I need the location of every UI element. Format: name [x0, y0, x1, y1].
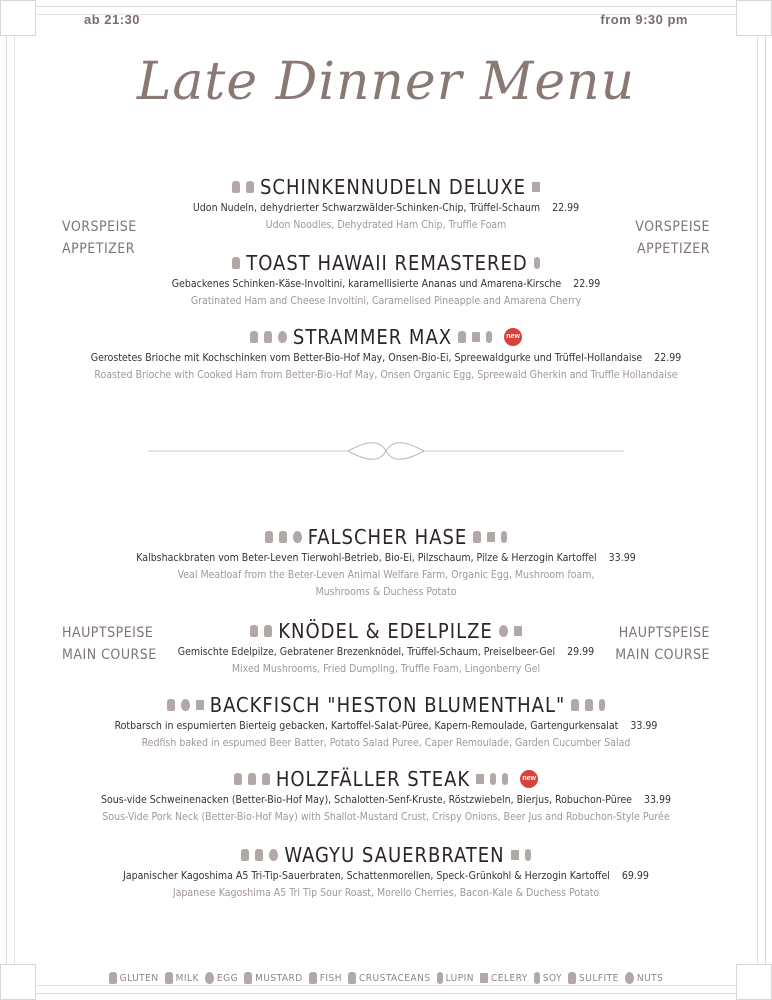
dish-name-row [60, 174, 712, 200]
menu-item-schinkennudeln [60, 174, 712, 234]
corner-ornament [736, 0, 772, 36]
dish-description-en: Gratinated Ham and Cheese Involtini, Caramelised Pineapple and Amarena Cherry [190, 295, 582, 307]
mustard-icon [458, 331, 466, 343]
gluten-icon [234, 773, 242, 785]
section-label-en: MAIN COURSE [62, 647, 157, 663]
menu-title: Late Dinner Menu [136, 52, 636, 112]
menu-item-knoedel [60, 618, 712, 678]
dish-name-row [60, 766, 712, 792]
dish-description-de [60, 718, 712, 735]
menu-item-toast-hawaii [60, 250, 712, 310]
legend-label: SULFITE [579, 972, 619, 984]
gluten-icon [250, 331, 258, 343]
mustard-icon [585, 699, 593, 711]
celery-icon [480, 973, 488, 983]
legend-mustard [244, 972, 303, 984]
inner-frame [14, 14, 758, 986]
dish-description-de-text: Rotbarsch in espumierten Bierteig gebacken, Kartoffel-Salat-Püree, Kapern-Remoulade, Gartengurkensalat [114, 720, 619, 732]
legend-label: MUSTARD [255, 972, 303, 984]
gluten-icon [241, 849, 249, 861]
dish-name-row [60, 692, 712, 718]
dish-name: SCHINKENNUDELN DELUXE [259, 175, 527, 199]
new-badge: new [504, 328, 522, 346]
menu-item-falscher-hase [60, 524, 712, 601]
dish-name-row [60, 618, 712, 644]
allergen-legend [0, 972, 772, 984]
legend-label: CELERY [491, 972, 528, 984]
legend-label: NUTS [636, 972, 664, 984]
dish-description-de [60, 276, 712, 293]
legend-label: CRUSTACEANS [359, 972, 431, 984]
lupin-icon [534, 257, 540, 269]
soy-icon [599, 699, 605, 711]
lupin-icon [490, 773, 496, 785]
gluten-icon [250, 625, 258, 637]
dish-description-de-text: Udon Nudeln, dehydrierter Schwarzwälder-Schinken-Chip, Trüffel-Schaum [192, 202, 541, 214]
milk-icon [279, 531, 287, 543]
soy-icon [534, 972, 540, 984]
legend-soy [534, 972, 562, 984]
dish-price: 22.99 [573, 278, 601, 290]
gluten-icon [167, 699, 175, 711]
start-time-de: ab 21:30 [84, 12, 141, 27]
legend-gluten [109, 972, 159, 984]
celery-icon [476, 774, 484, 784]
section-label-en: APPETIZER [637, 241, 710, 257]
milk-icon [255, 849, 263, 861]
menu-item-backfisch [60, 692, 712, 752]
sulfite-icon [568, 972, 576, 984]
legend-sulfite [568, 972, 619, 984]
section-label-de: HAUPTSPEISE [62, 625, 154, 641]
mustard-icon [244, 972, 252, 984]
dish-description-de [60, 200, 712, 217]
milk-icon [264, 331, 272, 343]
legend-egg [205, 972, 238, 984]
dish-description-de-text: Gemischte Edelpilze, Gebratener Brezenknödel, Trüffel-Schaum, Preiselbeer-Gel [177, 646, 556, 658]
dish-description-en: Mixed Mushrooms, Fried Dumpling, Truffle Foam, Lingonberry Gel [231, 663, 541, 675]
section-label-de: VORSPEISE [62, 219, 137, 235]
dish-price: 33.99 [608, 552, 636, 564]
dish-name-row [60, 324, 712, 350]
celery-icon [472, 332, 480, 342]
dish-description-en: Redfish baked in espumed Beer Batter, Potato Salad Puree, Caper Remoulade, Garden Cucumber Salad [141, 737, 631, 749]
legend-label: FISH [319, 972, 342, 984]
dish-description-de-text: Japanischer Kagoshima A5 Tri-Tip-Sauerbraten, Schattenmorellen, Speck-Grünkohl & Herzogin Kartoffel [123, 870, 610, 882]
egg-icon [293, 531, 302, 543]
crustaceans-icon [348, 972, 356, 984]
nuts-icon [625, 972, 634, 984]
section-label-de: HAUPTSPEISE [618, 625, 710, 641]
dish-name: HOLZFÄLLER STEAK [275, 767, 471, 791]
dish-price: 22.99 [654, 352, 682, 364]
legend-label: GLUTEN [119, 972, 159, 984]
dish-name-row [60, 250, 712, 276]
dish-price: 29.99 [567, 646, 595, 658]
dish-name: STRAMMER MAX [292, 325, 453, 349]
dish-description-de [60, 550, 712, 567]
milk-icon [264, 625, 272, 637]
dish-name: KNÖDEL & EDELPILZE [278, 619, 493, 643]
legend-label: LUPIN [445, 972, 474, 984]
milk-icon [248, 773, 256, 785]
dish-description-de [60, 644, 712, 661]
celery-icon [511, 850, 519, 860]
lupin-icon [437, 972, 443, 984]
gluten-icon [265, 531, 273, 543]
legend-lupin [437, 972, 474, 984]
section-divider-ornament [148, 438, 624, 464]
section-label-en: APPETIZER [62, 241, 135, 257]
fish-icon [571, 699, 579, 711]
egg-icon [205, 972, 214, 984]
dish-description-en: Udon Noodles, Dehydrated Ham Chip, Truffle Foam [265, 219, 507, 231]
gluten-icon [232, 257, 240, 269]
legend-crustaceans [348, 972, 431, 984]
egg-icon [499, 625, 508, 637]
corner-ornament [0, 0, 36, 36]
section-label-en: MAIN COURSE [615, 647, 710, 663]
celery-icon [514, 626, 522, 636]
dish-price: 33.99 [643, 794, 672, 806]
fish-icon [309, 972, 317, 984]
dish-description-en-line2: Mushrooms & Duchess Potato [315, 586, 457, 598]
dish-description-de [60, 350, 712, 367]
legend-nuts [625, 972, 664, 984]
dish-name-row [60, 842, 712, 868]
egg-icon [278, 331, 287, 343]
dish-description-en: Roasted Brioche with Cooked Ham from Better-Bio-Hof May, Onsen Organic Egg, Spreewald Gherkin and Truffle Hollandaise [94, 369, 678, 381]
dish-description-de-text: Sous-vide Schweinenacken (Better-Bio-Hof May), Schalotten-Senf-Kruste, Röstzwiebeln, Bierjus, Robuchon-Püree [100, 794, 632, 806]
dish-description-en: Japanese Kagoshima A5 Tri Tip Sour Roast, Morello Cherries, Bacon-Kale & Duchess Potato [172, 887, 600, 899]
lupin-icon [486, 331, 492, 343]
menu-item-wagyu [60, 842, 712, 902]
egg-icon [269, 849, 278, 861]
legend-celery [480, 973, 528, 984]
legend-fish [309, 972, 342, 984]
celery-icon [196, 700, 204, 710]
celery-icon [532, 182, 540, 192]
legend-label: SOY [542, 972, 563, 984]
mustard-icon [473, 531, 481, 543]
dish-description-de [60, 868, 712, 885]
celery-icon [487, 532, 495, 542]
dish-name: FALSCHER HASE [307, 525, 468, 549]
start-time-en: from 9:30 pm [600, 12, 688, 27]
soy-icon [502, 773, 508, 785]
dish-description-de-text: Kalbshackbraten vom Beter-Leven Tierwohl-Betrieb, Bio-Ei, Pilzschaum, Pilze & Herzogin Kartoffel [136, 552, 597, 564]
dish-name: TOAST HAWAII REMASTERED [246, 251, 528, 275]
menu-item-strammer-max [60, 324, 712, 384]
gluten-icon [109, 972, 117, 984]
section-label-de: VORSPEISE [635, 219, 710, 235]
legend-milk [165, 972, 199, 984]
gluten-icon [232, 181, 240, 193]
dish-price: 22.99 [552, 202, 580, 214]
menu-item-holzfaeller-steak [60, 766, 712, 826]
legend-label: EGG [216, 972, 239, 984]
milk-icon [246, 181, 254, 193]
lupin-icon [525, 849, 531, 861]
egg-icon [181, 699, 190, 711]
dish-description-de-text: Gebackenes Schinken-Käse-Involtini, karamellisierte Ananas und Amarena-Kirsche [171, 278, 562, 290]
dish-name: BACKFISCH "HESTON BLUMENTHAL" [209, 693, 566, 717]
dish-description-de-text: Gerostetes Brioche mit Kochschinken vom Better-Bio-Hof May, Onsen-Bio-Ei, Spreewaldgurke und Trüffel-Hollandaise [90, 352, 643, 364]
dish-description-en: Veal Meatloaf from the Beter-Leven Animal Welfare Farm, Organic Egg, Mushroom foam, [177, 569, 595, 581]
dish-name-row [60, 524, 712, 550]
dish-description-de [60, 792, 712, 809]
dish-name: WAGYU SAUERBRATEN [284, 843, 505, 867]
dish-price: 69.99 [621, 870, 649, 882]
lupin-icon [501, 531, 507, 543]
milk-icon [165, 972, 173, 984]
mustard-icon [262, 773, 270, 785]
new-badge: new [520, 770, 538, 788]
dish-price: 33.99 [630, 720, 658, 732]
legend-label: MILK [175, 972, 199, 984]
dish-description-en: Sous-Vide Pork Neck (Better-Bio-Hof May) with Shallot-Mustard Crust, Crispy Onions, Beer Jus and Robuchon-Style Purée [102, 811, 670, 823]
